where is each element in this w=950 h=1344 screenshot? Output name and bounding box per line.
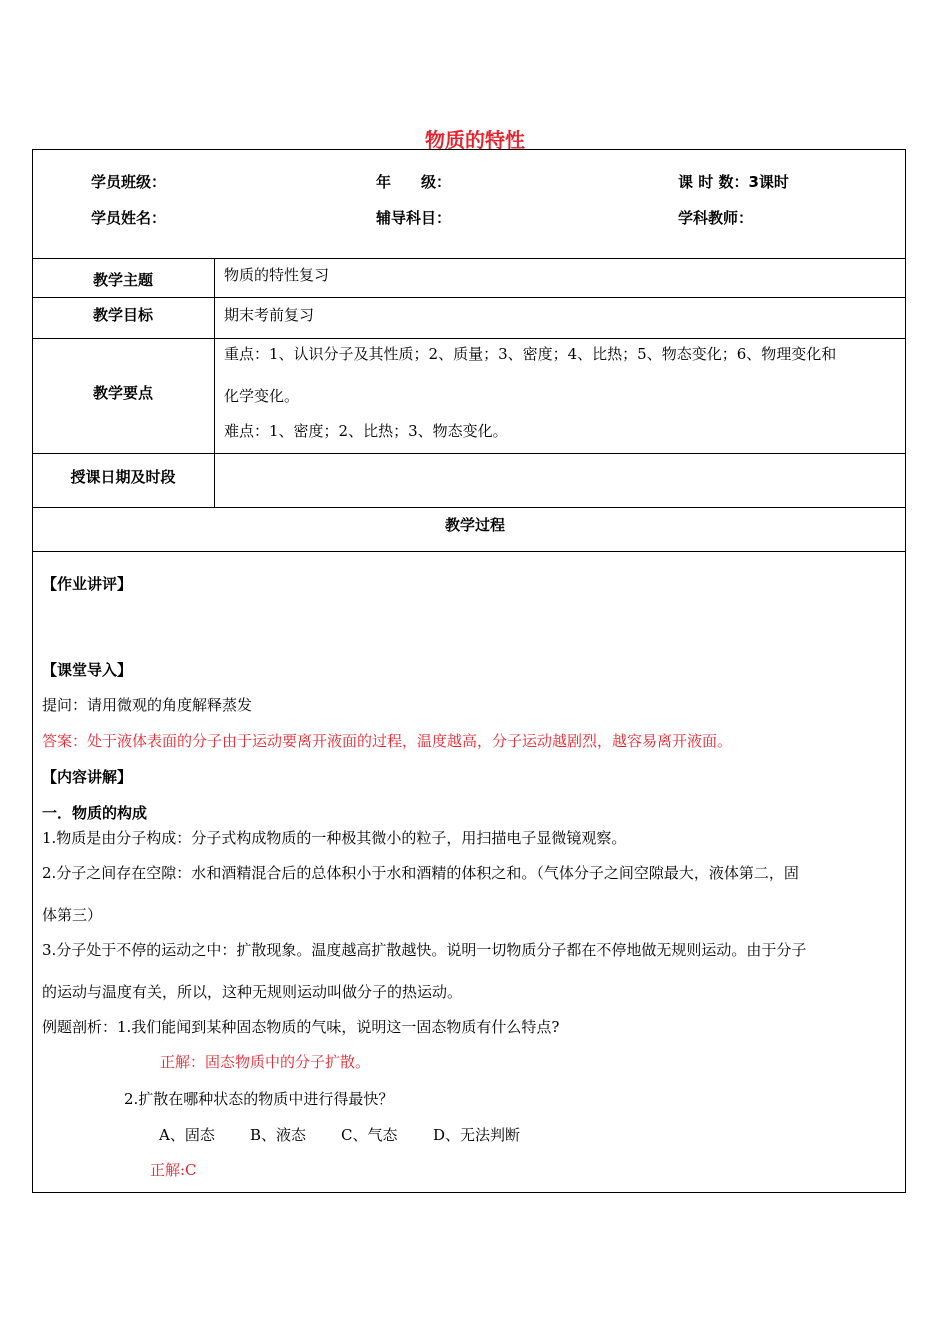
example-question: 例题剖析：1.我们能闻到某种固态物质的气味，说明这一固态物质有什么特点?	[42, 1018, 560, 1036]
row-divider	[32, 258, 906, 259]
option-a: A、固态	[159, 1126, 215, 1144]
question-text: 提问：请用微观的角度解释蒸发	[42, 696, 253, 714]
subject-label: 辅导科目：	[376, 209, 452, 227]
theme-label: 教学主题	[92, 271, 153, 289]
row-divider	[32, 297, 906, 298]
paragraph: 的运动与温度有关，所以，这种无规则运动叫做分子的热运动。	[42, 983, 463, 1001]
paragraph: 体第三）	[42, 906, 103, 924]
paragraph: 1.物质是由分子构成：分子式构成物质的一种极其微小的粒子，用扫描电子显微镜观察。	[42, 829, 627, 847]
option-d: D、无法判断	[433, 1126, 521, 1144]
goal-label: 教学目标	[92, 306, 153, 324]
row-divider	[32, 338, 906, 339]
points-line: 重点：1、认识分子及其性质；2、质量；3、密度；4、比热；5、物态变化；6、物理变化和	[224, 345, 837, 363]
row-divider	[32, 507, 906, 508]
goal-value: 期末考前复习	[224, 306, 315, 324]
row-divider	[32, 551, 906, 552]
process-label: 教学过程	[444, 516, 505, 534]
teacher-label: 学科教师：	[678, 209, 754, 227]
name-label: 学员姓名：	[91, 209, 167, 227]
example-answer: 正解：固态物质中的分子扩散。	[160, 1053, 371, 1071]
answer-text: 答案：处于液体表面的分子由于运动要离开液面的过程，温度越高，分子运动越剧烈，越容易离开液面。	[42, 732, 733, 750]
theme-value: 物质的特性复习	[224, 266, 330, 284]
paragraph: 2.分子之间存在空隙：水和酒精混合后的总体积小于水和酒精的体积之和。（气体分子之间空隙最大，液体第二，固	[42, 864, 799, 882]
option-c: C、气态	[341, 1126, 398, 1144]
date-label: 授课日期及时段	[70, 468, 176, 486]
option-b: B、液态	[250, 1126, 307, 1144]
document-title: 物质的特性	[425, 128, 525, 152]
paragraph: 3.分子处于不停的运动之中：扩散现象。温度越高扩散越快。说明一切物质分子都在不停地做无规则运动。由于分子	[42, 941, 807, 959]
example-answer: 正解:C	[150, 1161, 197, 1179]
difficulty-line: 难点：1、密度；2、比热；3、物态变化。	[224, 422, 508, 440]
hours-label: 课 时 数：3课时	[678, 173, 789, 191]
column-divider	[214, 258, 215, 507]
row-divider	[32, 453, 906, 454]
points-line: 化学变化。	[224, 387, 300, 405]
points-label: 教学要点	[92, 384, 153, 402]
homework-heading: 【作业讲评】	[42, 575, 133, 593]
intro-heading: 【课堂导入】	[42, 661, 133, 679]
content-heading: 【内容讲解】	[42, 768, 133, 786]
grade-label: 年 级：	[376, 173, 452, 191]
class-label: 学员班级：	[91, 173, 167, 191]
example-question: 2.扩散在哪种状态的物质中进行得最快？	[124, 1090, 394, 1108]
section-heading: 一．物质的构成	[42, 804, 148, 822]
